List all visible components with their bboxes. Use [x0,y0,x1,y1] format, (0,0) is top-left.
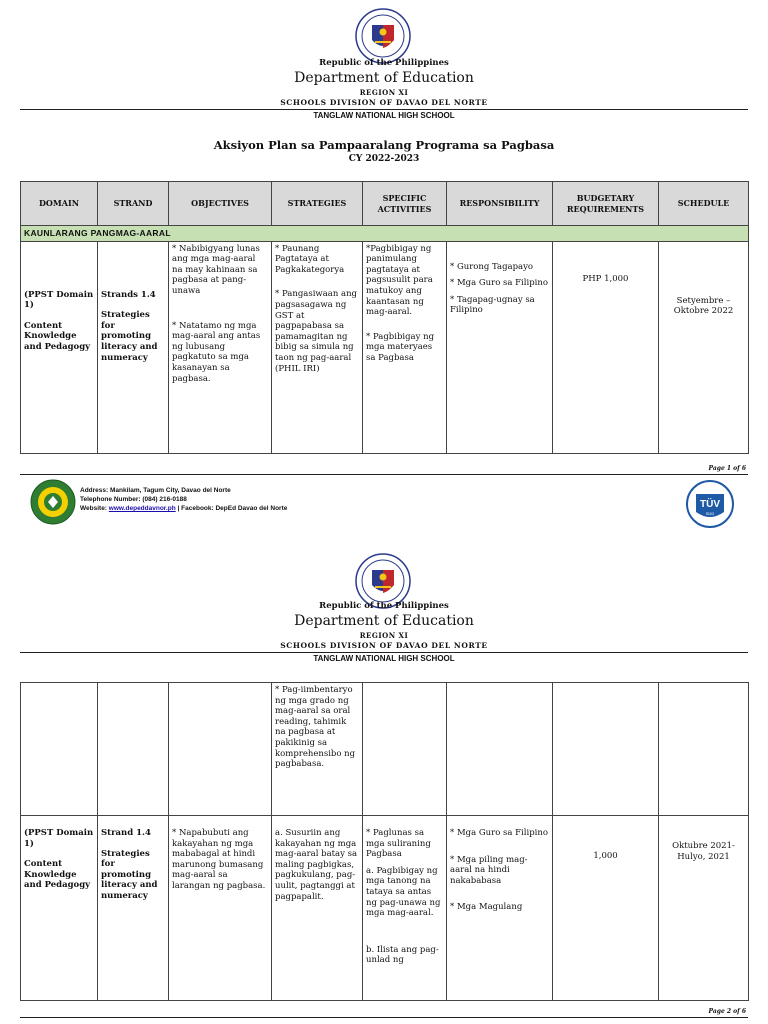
domain-cell [21,241,98,453]
schedule-cell: Setyembre – Oktobre 2022 [659,241,749,453]
strand-cell [98,816,169,1001]
department-name: Department of Education [294,70,474,86]
strand-cell [98,241,169,453]
responsibility-cell [447,241,553,453]
footer-website-label: Website: [80,505,107,512]
tuv-certification-icon [686,480,734,528]
footer-facebook: | Facebook: DepEd Davao del Norte [177,505,288,512]
responsibility-cell [447,683,553,816]
document-title: Aksiyon Plan sa Pampaaralang Programa sa Pagbasa [213,138,555,152]
activities-cell [363,683,447,816]
responsibility-item: * Mga piling mag-aaral na hindi nakababasa [450,854,528,886]
col-header-objectives: OBJECTIVES [169,182,272,226]
domain-desc: Content Knowledge and Pedagogy [24,320,91,352]
activities-cell [363,816,447,1001]
footer-contact [80,486,287,513]
domain-cell [21,683,98,816]
table-header-row [21,182,749,226]
strategy-item: * Pag-iimbentaryo ng mga grado ng mag-aaral sa oral reading, tahimik na pagbasa at pakikinig sa komprehensibo ng pagbabasa. [275,685,356,770]
responsibility-item: * Tagapag-ugnay sa Filipino [450,294,535,316]
activity-item: a. Pagbibigay ng mga tanong na tataya sa antas ng pag-unawa ng mga mag-aaral. [366,865,441,919]
activities-cell [363,241,447,453]
activity-item: *Pagbibigay ng panimulang pagtataya at pagsusulit para matukoy ang kaantasan ng mag-aaral. [366,243,433,318]
col-header-domain: DOMAIN [21,182,98,226]
action-plan-table-continued [20,682,749,1001]
republic-label: Republic of the Philippines [319,601,449,611]
objectives-cell [169,683,272,816]
svg-text:SÜD: SÜD [705,511,715,516]
header-divider [20,109,748,110]
document-page-2 [0,545,768,1024]
svg-text:TÜV: TÜV [700,499,720,510]
division-logo-icon [30,479,76,525]
strand-desc: Strategies for promoting literacy and numeracy [101,310,158,363]
action-plan-table [20,181,749,454]
division-label: SCHOOLS DIVISION OF DAVAO DEL NORTE [280,641,488,650]
strand-code: Strands 1.4 [101,289,156,300]
table-row [21,816,749,1001]
page-number: Page 2 of 6 [708,1008,746,1015]
strategies-cell [272,683,363,816]
responsibility-cell [447,816,553,1001]
domain-code: (PPST Domain 1) [24,289,94,311]
footer-divider [20,1017,748,1018]
domain-cell [21,816,98,1001]
col-header-schedule: SCHEDULE [659,182,749,226]
schedule-cell [659,683,749,816]
col-header-strand: STRAND [98,182,169,226]
header-divider [20,652,748,653]
objectives-cell [169,241,272,453]
department-name: Department of Education [294,613,474,629]
objective-item: * Napabubuti ang kakayahan ng mga mababagal at hindi marunong bumasang mag-aaral sa larangan ng pagbasa. [172,828,266,891]
col-header-responsibility: RESPONSIBILITY [447,182,553,226]
footer-address: Address: Mankilam, Tagum City, Davao del Norte [80,487,231,494]
region-label: REGION XI [359,88,409,97]
budget-cell [553,683,659,816]
page-number: Page 1 of 6 [708,465,746,472]
activity-item: * Pagbibigay ng mga materyaes sa Pagbasa [366,331,435,363]
domain-code: (PPST Domain 1) [24,828,94,849]
school-year: CY 2022-2023 [348,154,420,164]
schedule-cell: Oktubre 2021- Hulyo, 2021 [659,816,749,1001]
school-name: TANGLAW NATIONAL HIGH SCHOOL [313,654,455,663]
col-header-activities: SPECIFIC ACTIVITIES [363,182,447,226]
strategy-item: * Paunang Pagtataya at Pagkakategorya [275,243,345,275]
strand-desc: Strategies for promoting literacy and numeracy [101,848,158,901]
table-row [21,683,749,816]
responsibility-item: * Gurong Tagapayo [450,261,534,272]
domain-desc: Content Knowledge and Pedagogy [24,859,91,891]
responsibility-item: * Mga Guro sa Filipino [450,278,548,289]
republic-label: Republic of the Philippines [319,58,449,68]
responsibility-item: * Mga Magulang [450,902,523,913]
strategies-cell [272,816,363,1001]
budget-cell: 1,000 [553,816,659,1001]
footer-website-link[interactable]: www.depeddavnor.ph [108,505,176,512]
activity-item: b. Ilista ang pag-unlad ng [366,944,439,966]
budget-cell: PHP 1,000 [553,241,659,453]
region-label: REGION XI [359,631,409,640]
responsibility-item: * Mga Guro sa Filipino [450,828,548,838]
col-header-strategies: STRATEGIES [272,182,363,226]
footer-phone: Telephone Number: (084) 216-0188 [80,496,187,503]
section-row [21,226,749,242]
objective-item: * Nabibigyang lunas ang mga mag-aaral na may kahinaan sa pagbasa at pang-unawa [172,243,260,296]
deped-seal-icon [355,8,411,64]
division-label: SCHOOLS DIVISION OF DAVAO DEL NORTE [280,98,488,107]
strand-code: Strand 1.4 [101,828,151,838]
section-title: KAUNLARANG PANGMAG-AARAL [21,226,749,242]
table-row [21,241,749,453]
activity-item: * Paglunas sa mga suliraning Pagbasa [366,828,431,860]
strategy-item: a. Susuriin ang kakayahan ng mga mag-aaral batay sa maling pagbigkas, pagkukulang, pag-uulit, pagtanggi at pagpapalit. [275,828,358,902]
footer-divider [20,474,748,475]
objective-item: * Natatamo ng mga mag-aaral ang antas ng lubusang pagkatuto sa mga kasanayan sa pagbasa. [172,320,261,384]
objectives-cell [169,816,272,1001]
strand-cell [98,683,169,816]
school-name: TANGLAW NATIONAL HIGH SCHOOL [313,111,455,120]
strategies-cell [272,241,363,453]
strategy-item: * Pangasiwaan ang pagsasagawa ng GST at pagpapabasa sa pamamagitan ng bibig sa simula ng taon ng pag-aaral (PHIL IRI) [275,289,357,374]
col-header-budget: BUDGETARY REQUIREMENTS [553,182,659,226]
